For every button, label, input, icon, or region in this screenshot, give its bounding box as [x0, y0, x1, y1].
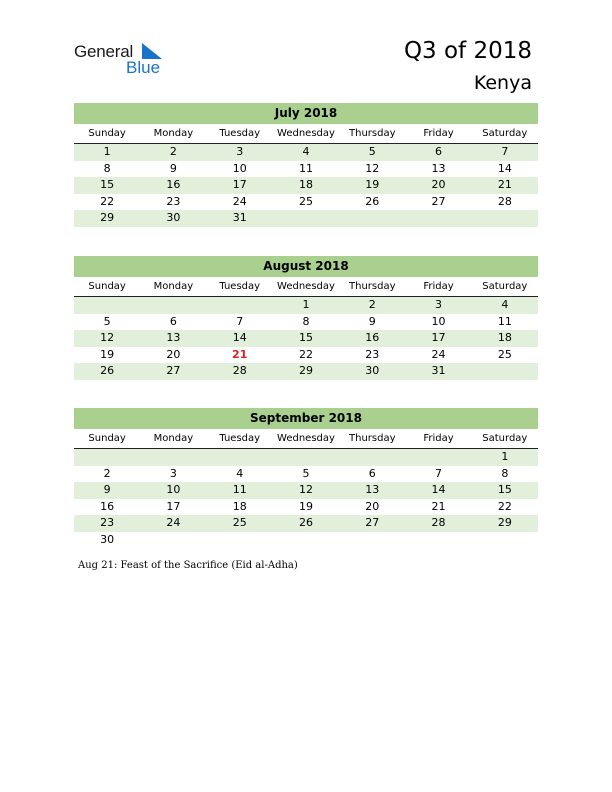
weekday-label: Tuesday	[219, 281, 261, 292]
day-cell: 6	[368, 466, 376, 480]
day-cell: 21	[497, 178, 512, 191]
weekday-row	[74, 278, 538, 297]
day-cell: 29	[298, 364, 313, 377]
day-cell: 5	[103, 314, 111, 328]
day-cell: 2	[169, 145, 177, 158]
weekday-label: Saturday	[482, 128, 528, 139]
day-cell	[207, 532, 273, 549]
day-cell	[339, 532, 405, 549]
weekday-label: Thursday	[349, 128, 396, 139]
day-cell: 17	[431, 331, 446, 344]
weekday-label: Friday	[423, 128, 454, 139]
day-cell: 5	[368, 145, 376, 158]
day-cell	[472, 363, 538, 380]
day-cell: 28	[497, 194, 512, 208]
day-cell: 15	[497, 483, 512, 496]
day-cell	[207, 297, 273, 314]
day-cell	[273, 532, 339, 549]
weekday-label: Sunday	[88, 281, 126, 292]
weekday-label: Tuesday	[219, 128, 261, 139]
weekday-label: Friday	[423, 433, 454, 444]
day-cell: 25	[298, 194, 313, 208]
week-row	[74, 515, 538, 532]
day-cell: 3	[169, 466, 177, 480]
weekday-label: Saturday	[482, 433, 528, 444]
day-cell: 7	[435, 466, 443, 480]
day-cell: 24	[166, 516, 181, 529]
day-cell: 20	[166, 347, 181, 361]
day-cell: 14	[431, 483, 446, 496]
week-row	[74, 177, 538, 194]
day-cell: 3	[236, 145, 244, 158]
day-cell: 31	[232, 211, 247, 224]
day-cell	[74, 449, 140, 466]
day-cell: 28	[232, 364, 247, 377]
weekday-label: Monday	[153, 281, 194, 292]
month-august	[74, 256, 538, 380]
month-header: September 2018	[74, 408, 538, 429]
week-row	[74, 363, 538, 380]
day-cell: 12	[298, 483, 313, 496]
day-cell	[472, 210, 538, 227]
day-cell: 10	[232, 161, 247, 175]
weekday-label: Wednesday	[277, 433, 335, 444]
day-cell: 25	[497, 347, 512, 361]
day-cell: 24	[431, 347, 446, 361]
day-cell: 6	[169, 314, 177, 328]
day-cell: 1	[501, 450, 509, 463]
day-cell: 7	[236, 314, 244, 328]
week-row	[74, 297, 538, 314]
weekday-label: Tuesday	[219, 433, 261, 444]
day-cell: 10	[431, 314, 446, 328]
day-cell: 28	[431, 516, 446, 529]
day-cell: 1	[302, 298, 310, 311]
generalblue-logo	[74, 42, 174, 78]
day-cell: 18	[497, 331, 512, 344]
day-cell: 30	[365, 364, 380, 377]
day-cell: 1	[103, 145, 111, 158]
day-cell: 23	[100, 516, 115, 529]
day-cell: 4	[236, 466, 244, 480]
day-cell: 30	[166, 211, 181, 224]
day-cell: 29	[497, 516, 512, 529]
day-cell: 18	[232, 499, 247, 513]
day-cell: 8	[501, 466, 509, 480]
month-header: August 2018	[74, 256, 538, 277]
day-cell	[405, 210, 471, 227]
day-cell	[405, 532, 471, 549]
day-cell: 12	[100, 331, 115, 344]
week-row	[74, 466, 538, 483]
day-cell: 22	[100, 194, 115, 208]
day-cell	[140, 297, 206, 314]
day-cell: 27	[166, 364, 181, 377]
day-cell	[472, 532, 538, 549]
week-row	[74, 499, 538, 516]
day-cell: 22	[298, 347, 313, 361]
day-cell: 13	[431, 161, 446, 175]
week-row	[74, 161, 538, 178]
day-cell: 14	[232, 331, 247, 344]
week-row	[74, 532, 538, 549]
day-cell: 9	[169, 161, 177, 175]
day-cell: 24	[232, 194, 247, 208]
month-september	[74, 408, 538, 548]
day-cell: 15	[100, 178, 115, 191]
day-cell: 25	[232, 516, 247, 529]
weekday-row	[74, 125, 538, 144]
day-cell: 3	[435, 298, 443, 311]
day-cell: 19	[298, 499, 313, 513]
day-cell: 27	[431, 194, 446, 208]
day-cell	[273, 210, 339, 227]
day-cell: 20	[365, 499, 380, 513]
day-cell: 2	[103, 466, 111, 480]
week-row	[74, 144, 538, 161]
day-cell: 30	[100, 532, 115, 546]
day-cell: 16	[100, 499, 115, 513]
weekday-label: Thursday	[349, 281, 396, 292]
day-cell: 26	[100, 364, 115, 377]
day-cell: 10	[166, 483, 181, 496]
day-cell: 8	[103, 161, 111, 175]
week-row	[74, 194, 538, 211]
day-cell: 6	[435, 145, 443, 158]
weekday-label: Wednesday	[277, 128, 335, 139]
day-cell: 13	[365, 483, 380, 496]
day-cell: 23	[365, 347, 380, 361]
day-cell: 9	[103, 483, 111, 496]
weekday-label: Friday	[423, 281, 454, 292]
week-row	[74, 210, 538, 227]
day-cell: 15	[298, 331, 313, 344]
day-cell: 27	[365, 516, 380, 529]
day-cell: 14	[497, 161, 512, 175]
day-cell: 11	[232, 483, 247, 496]
weekday-label: Wednesday	[277, 281, 335, 292]
day-cell: 26	[298, 516, 313, 529]
weekday-label: Sunday	[88, 433, 126, 444]
day-cell	[273, 449, 339, 466]
day-cell: 12	[365, 161, 380, 175]
week-row	[74, 482, 538, 499]
week-row	[74, 347, 538, 364]
day-cell: 5	[302, 466, 310, 480]
weekday-label: Monday	[153, 433, 194, 444]
day-cell: 31	[431, 364, 446, 377]
day-cell: 8	[302, 314, 310, 328]
day-cell: 16	[166, 178, 181, 191]
day-cell	[207, 449, 273, 466]
day-cell: 19	[100, 347, 115, 361]
weekday-label: Thursday	[349, 433, 396, 444]
day-cell: 16	[365, 331, 380, 344]
day-cell: 20	[431, 178, 446, 191]
day-cell: 2	[368, 298, 376, 311]
weekday-label: Sunday	[88, 128, 126, 139]
day-cell	[74, 297, 140, 314]
logo-text-blue: Blue	[126, 58, 161, 77]
month-header: July 2018	[74, 103, 538, 124]
holiday-day-cell: 21	[232, 347, 248, 361]
day-cell: 22	[497, 499, 512, 513]
month-july	[74, 103, 538, 227]
weekday-label: Monday	[153, 128, 194, 139]
week-row	[74, 330, 538, 347]
day-cell: 17	[166, 499, 181, 513]
day-cell: 4	[501, 298, 509, 311]
day-cell: 7	[501, 145, 509, 158]
day-cell: 4	[302, 145, 310, 158]
day-cell	[405, 449, 471, 466]
weekday-row	[74, 430, 538, 449]
day-cell: 21	[431, 499, 446, 513]
day-cell: 9	[368, 314, 376, 328]
logo-text-general: General	[74, 42, 134, 61]
weekday-label: Saturday	[482, 281, 528, 292]
holiday-note: Aug 21: Feast of the Sacrifice (Eid al-Adha)	[78, 560, 298, 571]
quarter-title: Q3 of 2018	[403, 38, 532, 64]
day-cell: 18	[298, 178, 313, 191]
day-cell	[339, 210, 405, 227]
day-cell: 26	[365, 194, 380, 208]
day-cell	[140, 449, 206, 466]
day-cell: 11	[497, 314, 512, 328]
day-cell: 19	[365, 178, 380, 191]
day-cell	[140, 532, 206, 549]
day-cell: 13	[166, 331, 181, 344]
day-cell	[339, 449, 405, 466]
day-cell: 11	[298, 161, 313, 175]
week-row	[74, 449, 538, 466]
week-row	[74, 314, 538, 331]
day-cell: 17	[232, 178, 247, 191]
country-name: Kenya	[473, 72, 532, 94]
day-cell: 29	[100, 211, 115, 224]
day-cell: 23	[166, 194, 181, 208]
